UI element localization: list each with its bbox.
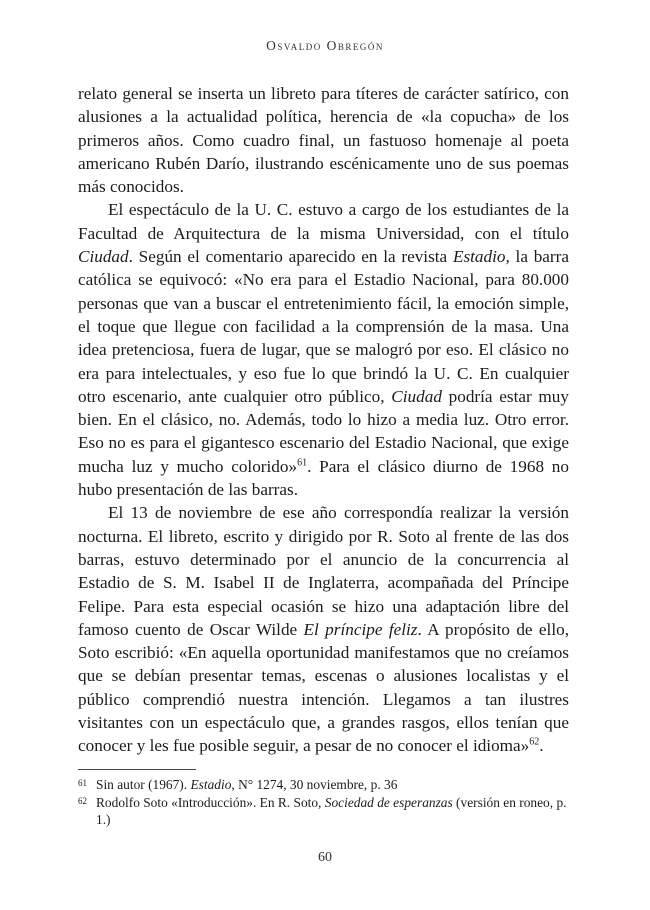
footnote	[78, 794, 569, 829]
paragraph-3	[78, 501, 569, 757]
text-segment: .	[539, 736, 544, 756]
italic-title: El príncipe feliz	[303, 619, 418, 639]
footnote-ref: 61	[297, 457, 308, 469]
page-number: 60	[318, 850, 332, 865]
text-segment: . A propósito de ello, Soto escribió: «En aquella oportunidad manifestamos que no creíamos que se debían presentar temas, escenas o alusiones localistas y el público comprendió nuestra intención. Llegamos a tan ilustres visitantes con un espectáculo que, a grandes rasgos, ellos tenían que conocer y les fue posible seguir, a pesar de no conocer el idioma»	[78, 619, 569, 756]
footnote-separator	[78, 769, 196, 770]
footnote	[78, 776, 569, 794]
footnote-text	[96, 776, 569, 794]
paragraph-2	[78, 198, 569, 501]
footnote-text	[96, 794, 569, 829]
text-segment: , N° 1274, 30 noviembre, p. 36	[231, 777, 398, 792]
text-segment: . Para el clásico diurno de 1968 no hubo presentación de las barras.	[78, 456, 569, 500]
running-head: Osvaldo Obregón	[266, 38, 384, 53]
text-segment: Sin autor (1967).	[96, 777, 191, 792]
text-segment: El espectáculo de la U. C. estuvo a cargo de los estudiantes de la Facultad de Arquitectura de la misma Universidad, con el título	[78, 200, 569, 243]
text-segment: El 13 de noviembre de ese año correspondía realizar la versión nocturna. El libreto, escrito y dirigido por R. Soto al frente de las dos barras, estuvo determinado por el anuncio de la concurrencia al Estadio de S. M. Isabel II de Inglaterra, acompañada del Príncipe Felipe. Para esta especial ocasión se hizo una adaptación libre del famoso cuento de Oscar Wilde	[78, 503, 569, 639]
text-segment: Rodolfo Soto «Introducción». En R. Soto,	[96, 794, 325, 810]
italic-title: Estadio,	[452, 247, 510, 267]
footnotes	[78, 776, 569, 829]
paragraph-1	[78, 82, 569, 198]
italic-title: Sociedad de esperanzas	[324, 794, 453, 810]
italic-title: Estadio	[190, 777, 232, 792]
text-segment: la barra católica se equivocó: «No era para el Estadio Nacional, para 80.000 personas que van a buscar el entretenimiento fácil, la emoción simple, el toque que llegue con facilidad a la comprensión de la masa. Una idea pretenciosa, fuera de lugar, que se malogró por eso. El clásico no era para intelectuales, y eso fue lo que brindó la U. C. En cualquier otro escenario, ante cualquier otro público,	[78, 247, 570, 406]
italic-title: Ciudad	[78, 247, 129, 267]
text-segment: podría estar muy bien. En el clásico, no. Además, todo lo hizo a media luz. Otro error. Eso no es para el gigantesco escenario del Estadio Nacional, que exige mucha luz y mucho colorido»	[78, 386, 569, 476]
text-segment: (versión en roneo, p. 1.)	[96, 794, 567, 827]
footnote-number: 62	[78, 795, 87, 806]
body-text	[78, 82, 569, 758]
footnote-number: 61	[78, 778, 87, 788]
text-segment: . Según el comentario aparecido en la revista	[128, 247, 453, 267]
italic-title: Ciudad	[391, 386, 442, 406]
text-segment: relato general se inserta un libreto para títeres de carácter satírico, con alusiones a la actualidad política, herencia de «la copucha» de los primeros años. Como cuadro final, un fastuoso homenaje al poeta americano Rubén Darío, ilustrando escénicamente uno de sus poemas más conocidos.	[78, 84, 569, 197]
footnote-ref: 62	[529, 736, 540, 748]
